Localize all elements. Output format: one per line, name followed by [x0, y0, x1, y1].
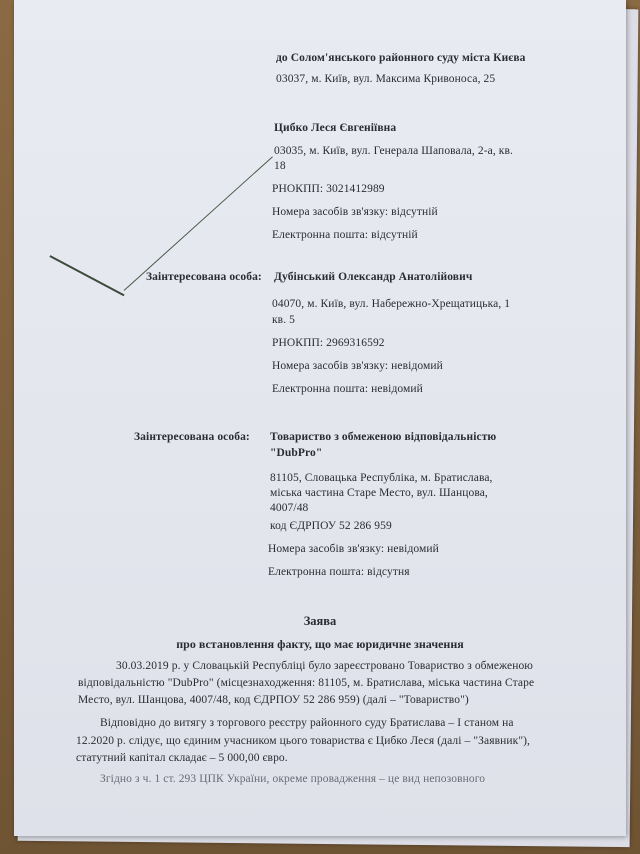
applicant-tax-id: РНОКПП: 3021412989 [272, 183, 385, 195]
party1-address-line2: кв. 5 [272, 314, 296, 326]
party1-phone: Номера засобів зв'язку: невідомий [272, 360, 443, 372]
pen-stroke [50, 255, 125, 296]
party1-tax-id: РНОКПП: 2969316592 [272, 337, 385, 349]
party2-address-line3: 4007/48 [270, 502, 309, 514]
applicant-name: Цибко Леся Євгеніївна [274, 122, 397, 134]
body-p2-line1: Відповідно до витягу з торгового реєстру районного суду Братислава – I станом на [100, 717, 514, 729]
applicant-address-line1: 03035, м. Київ, вул. Генерала Шаповала, 2-а, кв. [274, 145, 513, 157]
body-p2-line2: 12.2020 р. слідує, що єдиним учасником цього товариства є Цибко Леся (далі – "Заявник"), [76, 735, 531, 747]
party1-name: Дубінський Олександр Анатолійович [274, 271, 473, 283]
party2-phone: Номера засобів зв'язку: невідомий [268, 543, 439, 555]
body-p2-line3: статутний капітал складає – 5 000,00 євро. [76, 752, 288, 764]
party1-email: Електронна пошта: невідомий [272, 383, 423, 395]
party1-role: Заінтересована особа: [146, 271, 262, 283]
document-subtitle: про встановлення факту, що має юридичне значення [176, 637, 464, 651]
court-address: 03037, м. Київ, вул. Максима Кривоноса, 25 [276, 73, 496, 85]
party2-name-line2: "DubPro" [270, 447, 323, 459]
party2-name-line1: Товариство з обмеженою відповідальністю [270, 431, 497, 443]
body-p1-line1: 30.03.2019 р. у Словацькій Республіці було зареєстровано Товариство з обмеженою [116, 660, 533, 672]
body-p1-line2: відповідальністю "DubPro" (місцезнаходження: 81105, м. Братислава, міська частина Старе [78, 677, 535, 689]
applicant-address-line2: 18 [274, 160, 286, 172]
party2-role: Заінтересована особа: [134, 431, 250, 443]
applicant-phone: Номера засобів зв'язку: відсутній [272, 206, 438, 218]
party2-email: Електронна пошта: відсутня [268, 566, 410, 578]
party2-code: код ЄДРПОУ 52 286 959 [270, 520, 392, 532]
document-page [14, 0, 626, 836]
party1-address-line1: 04070, м. Київ, вул. Набережно-Хрещатицька, 1 [272, 298, 511, 310]
applicant-email: Електронна пошта: відсутній [272, 229, 418, 241]
court-name: до Солом'янського районного суду міста Києва [276, 52, 526, 64]
party2-address-line1: 81105, Словацька Республіка, м. Братислава, [270, 472, 493, 484]
body-p1-line3: Место, вул. Шанцова, 4007/48, код ЄДРПОУ 52 286 959) (далі – "Товариство") [78, 694, 469, 706]
document-title: Заява [303, 614, 337, 628]
body-p3-line1: Згідно з ч. 1 ст. 293 ЦПК України, окреме провадження – це вид непозовного [100, 773, 486, 785]
party2-address-line2: міська частина Старе Место, вул. Шанцова, [270, 487, 488, 499]
